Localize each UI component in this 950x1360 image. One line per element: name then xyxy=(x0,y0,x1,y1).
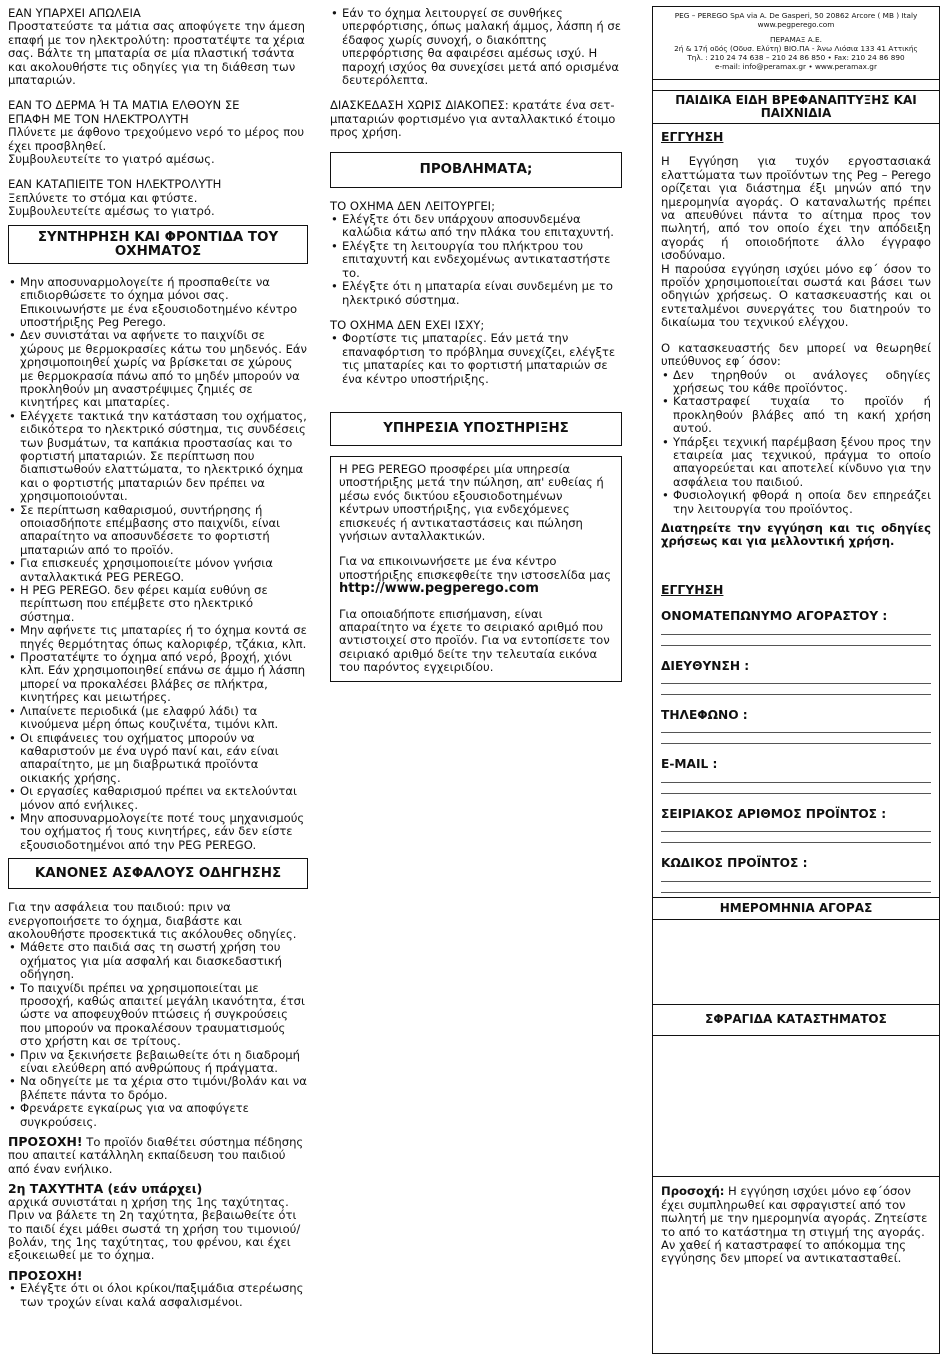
attention-label: ΠΡΟΣΟΧΗ! xyxy=(8,1134,83,1150)
support-paragraph-1: Η PEG PEREGO προσφέρει μία υπηρεσία υποστήριξης μετά την πώληση, απ' ευθείας ή μέσω ενός δικτύου εξουσιοδοτημένων κέντρων υποστήριξης, για ενδεχόμενες επισκευές ή αντικαταστάσεις και πώληση γνήσιων ανταλλακτικών. xyxy=(339,461,604,543)
note-section xyxy=(653,1176,939,1265)
note-paragraph xyxy=(661,1185,931,1265)
product-code-label: ΚΩΔΙΚΟΣ ΠΡΟΪΝΤΟΣ : xyxy=(661,856,808,871)
not-liable-list xyxy=(661,369,931,516)
phone-field[interactable] xyxy=(661,722,931,733)
safety-heading: ΚΑΝΟΝΕΣ ΑΣΦΑΛΟΥΣ ΟΔΗΓΗΣΗΣ xyxy=(8,858,308,889)
company-header xyxy=(653,7,939,80)
warranty-body xyxy=(653,124,939,893)
list-item: • Ελέγξτε ότι η μπαταρία είναι συνδεμένη με το ηλεκτρικό σύστημα. xyxy=(330,280,622,307)
support-heading: ΥΠΗΡΕΣΙΑ ΥΠΟΣΤΗΡΙΞΗΣ xyxy=(330,412,622,446)
purchase-date-box[interactable] xyxy=(653,919,939,1004)
warranty-card xyxy=(652,6,940,1354)
serial-number-field[interactable] xyxy=(661,821,931,832)
safety-intro: Για την ασφάλεια του παιδιού: πριν να ενεργοποιήσετε το όχημα, διαβάστε και ακολουθήστε προσεκτικά τις ακόλουθες οδηγίες. xyxy=(8,900,297,941)
skin-text-2: Συμβουλευτείτε το γιατρό αμέσως. xyxy=(8,152,215,167)
store-stamp-label: ΣΦΡΑΓΙΔΑ ΚΑΤΑΣΤΗΜΑΤΟΣ xyxy=(653,1004,939,1035)
swallow-title: ΕΑΝ ΚΑΤΑΠΙΕΙΤΕ ΤΟΝ ΗΛΕΚΤΡΟΛΥΤΗ xyxy=(8,177,222,192)
list-item: • Υπάρξει τεχνική παρέμβαση ξένου προς την εταιρεία μας τεχνικού, πράγμα το οποίο απαγορεύεται και αποτελεί κίνδυνο για την ασφάλεια του παιδιού. xyxy=(661,436,931,490)
address-field-2[interactable] xyxy=(661,684,931,695)
warranty-paragraph-1: Η Εγγύηση για τυχόν εργοστασιακά ελαττώματα των προϊόντων της Peg – Perego ορίζεται για διάστημα έξι μηνών από την ημερομηνία αγοράς. Ο καταναλωτής πρέπει να απευθύνει πάντα το αίτημα προς τον πωλητή, από τον οποίο έχει την απόδειξη αγοράς ή οποιοδήποτε άλλο έγγραφο ισοδύναμο. xyxy=(661,154,931,263)
form-heading: ΕΓΓΥΗΣΗ xyxy=(661,581,724,597)
not-liable-text: Ο κατασκευαστής δεν μπορεί να θεωρηθεί υπεύθυνος εφ΄ όσον: xyxy=(661,340,931,369)
support-paragraph-2: Για να επικοινωνήσετε με ένα κέντρο υποστήριξης επισκεφθείτε την ιστοσελίδα μας xyxy=(339,554,612,582)
note-label: Προσοχή: xyxy=(661,1184,725,1199)
problems-heading: ΠΡΟΒΛΗΜΑΤΑ; xyxy=(330,152,622,188)
list-item: • Λιπαίνετε περιοδικά (με ελαφρύ λάδι) τα κινούμενα μέρη όπως κουζινέτα, τιμόνι κλπ. xyxy=(8,705,308,732)
header-line-4: 2ή & 17ή οδός (Οδυσ. Ελύτη) ΒΙΟ.ΠΑ - Άνω Λιόσια 133 41 Αττικής xyxy=(674,44,918,53)
list-item: • Ελέγξτε τη λειτουργία του πλήκτρου του επιταχυντή και ενδεχομένως αντικαταστήστε το. xyxy=(330,240,622,280)
list-item: • Μην αποσυναρμολογείτε ποτέ τους μηχανισμούς του οχήματος ή τους κινητήρες, εάν δεν είστε εξουσιοδοτημένοι από την PEG PEREGO. xyxy=(8,812,308,852)
header-line-1: PEG – PEREGO SpA via A. De Gasperi, 50 20862 Arcore ( MB ) Italy xyxy=(674,11,918,20)
address-field[interactable] xyxy=(661,673,931,684)
serial-number-label: ΣΕΙΡΙΑΚΟΣ ΑΡΙΘΜΟΣ ΠΡΟΪΝΤΟΣ : xyxy=(661,806,887,821)
phone-label: ΤΗΛΕΦΩΝΟ : xyxy=(661,708,748,722)
list-item: • Δεν τηρηθούν οι ανάλογες οδηγίες χρήσεως του κάθε προϊόντος. xyxy=(661,369,931,396)
list-item: • Πριν να ξεκινήσετε βεβαιωθείτε ότι η διαδρομή είναι ελεύθερη από ανθρώπους ή πράγματα. xyxy=(8,1049,308,1076)
no-power-title: ΤΟ ΟΧΗΜΑ ΔΕΝ ΕΧΕΙ ΙΣΧΥ; xyxy=(330,317,485,332)
list-item: • Δεν συνιστάται να αφήνετε το παιχνίδι σε χώρους με θερμοκρασίες κάτω του μηδενός. Εάν χρησιμοποιηθεί χωρίς να βρίσκεται σε χώρους με θερμοκρασία πάνω από το μηδέν μπορούν να προκληθούν μη αναστρέψιμες ζημιές σε κινητήρες και μπαταρίες. xyxy=(8,329,308,409)
maintenance-heading: ΣΥΝΤΗΡΗΣΗ ΚΑΙ ΦΡΟΝΤΙΔΑ ΤΟΥ ΟΧΗΜΑΤΟΣ xyxy=(8,225,308,264)
list-item: • Σε περίπτωση καθαρισμού, συντήρησης ή οποιασδήποτε επέμβασης στο παιχνίδι, είναι απαραίτητο να αποσυνδέσετε το φορτιστή μπαταριών από το προϊόν. xyxy=(8,504,308,558)
attention-list xyxy=(8,1282,308,1309)
overload-list xyxy=(330,7,622,87)
column-left xyxy=(8,0,308,1309)
fun-text: ΔΙΑΣΚΕΔΑΣΗ ΧΩΡΙΣ ΔΙΑΚΟΠΕΣ: κρατάτε ένα σετ-μπαταριών φορτισμένο για ανταλλακτικό έτοιμο προς χρήση. xyxy=(330,98,616,140)
warranty-paragraph-2: Η παρούσα εγγύηση ισχύει μόνο εφ΄ όσον το προϊόν χρησιμοποιείται σωστά και βάσει των οδηγιών χρήσεως. Ο κατασκευαστής και οι εντεταλμένοι συνεργάτες του διατηρούν το δικαίωμα του τεχνικού ελέγχου. xyxy=(661,261,931,330)
purchase-date-label: ΗΜΕΡΟΜΗΝΙΑ ΑΓΟΡΑΣ xyxy=(653,897,939,919)
serial-number-field-2[interactable] xyxy=(661,832,931,843)
swallow-text-2: Συμβουλευτείτε αμέσως το γιατρό. xyxy=(8,204,215,219)
buyer-name-field-2[interactable] xyxy=(661,635,931,646)
list-item: • Να οδηγείτε με τα χέρια στο τιμόνι/βολάν και να βλέπετε πάντα το δρόμο. xyxy=(8,1075,308,1102)
product-code-field[interactable] xyxy=(661,871,931,882)
support-paragraph-3: Για οποιαδήποτε επισήμανση, είναι απαραίτητο να έχετε το σειριακό αριθμό που αντιστοιχεί στο προϊόν. Για να εντοπίσετε τον σειριακό αριθμό δείτε την τελευταία εικόνα του παρόντος εγχειριδίου. xyxy=(339,606,610,675)
list-item: • Μην αφήνετε τις μπαταρίες ή το όχημα κοντά σε πηγές θερμότητας όπως καλοριφέρ, τζάκια, κλπ. xyxy=(8,624,308,651)
list-item: • Φρενάρετε εγκαίρως για να αποφύγετε συγκρούσεις. xyxy=(8,1102,308,1129)
address-label: ΔΙΕΥΘΥΝΣΗ : xyxy=(661,658,750,673)
list-item: • Μην αποσυναρμολογείτε ή προσπαθείτε να επιδιορθώσετε το όχημα μόνοι σας. Επικοινωνήστε με ένα εξουσιοδοτημένο κέντρο υποστήριξης Peg Perego. xyxy=(8,276,308,330)
email-field[interactable] xyxy=(661,772,931,783)
safety-list xyxy=(8,941,308,1129)
skin-title-2: ΕΠΑΦΗ ΜΕ ΤΟΝ ΗΛΕΚΤΡΟΛΥΤΗ xyxy=(8,111,189,126)
email-field-2[interactable] xyxy=(661,783,931,794)
speed-title: 2η ΤΑΧΥΤΗΤΑ (εάν υπάρχει) xyxy=(8,1181,203,1197)
list-item: • Ελέγξτε ότι δεν υπάρχουν αποσυνδεμένα καλώδια κάτω από την πλάκα του επιταχυντή. xyxy=(330,213,622,240)
phone-field-2[interactable] xyxy=(661,733,931,744)
header-line-5: Τηλ. : 210 24 74 638 – 210 24 86 850 • Fax: 210 24 86 890 xyxy=(687,53,905,62)
header-line-2: www.pegperego.com xyxy=(757,20,835,29)
not-working-list xyxy=(330,213,622,307)
list-item: • Καταστραφεί τυχαία το προϊόν ή προκληθούν βλάβες από τη κακή χρήση αυτού. xyxy=(661,395,931,435)
header-line-3: ΠΕΡΑΜΑΞ Α.Ε. xyxy=(770,35,822,44)
list-item: • Ελέγχετε τακτικά την κατάσταση του οχήματος, ειδικότερα το ηλεκτρικό σύστημα, τις συνδέσεις των βυσμάτων, τα καπάκια προστασίας και το φορτιστή μπαταριών. Σε περίπτωση που διαπιστωθούν ελαττώματα, το ηλεκτρικό όχημα και ο φορτιστής μπαταριών δεν πρέπει να χρησιμοποιούνται. xyxy=(8,410,308,504)
skin-text: Πλύνετε με άφθονο τρεχούμενο νερό το μέρος που έχει προσβληθεί. xyxy=(8,125,305,153)
support-url-link[interactable]: http://www.pegperego.com xyxy=(339,581,539,597)
maintenance-list xyxy=(8,276,308,852)
not-working-title: ΤΟ ΟΧΗΜΑ ΔΕΝ ΛΕΙΤΟΥΡΓΕΙ; xyxy=(330,198,495,213)
list-item: • Η PEG PEREGO. δεν φέρει καμία ευθύνη σε περίπτωση που επέμβετε στο ηλεκτρικό σύστημα. xyxy=(8,584,308,624)
buyer-name-field[interactable] xyxy=(661,624,931,635)
header-line-6: e-mail: info@peramax.gr • www.peramax.gr xyxy=(715,62,877,71)
attention-text: Το προϊόν διαθέτει σύστημα πέδησης που απαιτεί κατάλληλη εκπαίδευση του παιδιού από έναν ενήλικο. xyxy=(8,1135,304,1176)
skin-title-1: ΕΑΝ ΤΟ ΔΕΡΜΑ Ή ΤΑ ΜΑΤΙΑ ΕΛΘΟΥΝ ΣΕ xyxy=(8,98,240,113)
attention-label-2: ΠΡΟΣΟΧΗ! xyxy=(8,1267,83,1283)
speed-text: αρχικά συνιστάται η χρήση της 1ης ταχύτητας. Πριν να βάλετε τη 2η ταχύτητα, βεβαιωθείτε ότι το παιδί έχει μάθει σωστά τη χρήση του τιμονιού/βολάν, της 1ης ταχύτητας, του φρένου, και έχει εξοικειωθεί με το όχημα. xyxy=(8,1194,301,1263)
list-item: • Μάθετε στο παιδιά σας τη σωστή χρήση του οχήματος για μία ασφαλή και διασκεδαστική οδήγηση. xyxy=(8,941,308,981)
support-box xyxy=(330,456,622,682)
list-item: • Εάν το όχημα λειτουργεί σε συνθήκες υπερφόρτισης, όπως μαλακή άμμος, λάσπη ή σε έδαφος χωρίς συνοχή, ο διακόπτης υπερφόρτισης θα αφαιρέσει αμέσως ισχύ. Η παροχή ισχύος θα συνεχίσει μετά από ορισμένα δευτερόλεπτα. xyxy=(330,7,622,87)
list-item: • Για επισκευές χρησιμοποιείτε μόνον γνήσια ανταλλακτικά PEG PEREGO. xyxy=(8,557,308,584)
store-stamp-box[interactable] xyxy=(653,1035,939,1176)
list-item: • Φορτίστε τις μπαταρίες. Εάν μετά την επαναφόρτιση το πρόβλημα συνεχίζει, ελέγξτε τις μπαταρίες και το φορτιστή μπαταριών σε ένα κέντρο υποστήριξης. xyxy=(330,332,622,386)
email-label: E-MAIL : xyxy=(661,757,718,772)
buyer-name-label: ΟΝΟΜΑΤΕΠΩΝΥΜΟ ΑΓΟΡΑΣΤΟΥ : xyxy=(661,609,888,624)
swallow-text-1: Ξεπλύνετε το στόμα και φτύστε. xyxy=(8,190,198,205)
column-middle xyxy=(330,0,622,682)
loss-text: Προστατεύστε τα μάτια σας αποφύγετε την άμεση επαφή με τον ηλεκτρολύτη: προστατέψτε τα χέρια σας. Βάλτε τη μπαταρία σε μία πλαστική τσάντα και ακολουθήστε τις οδηγίες για τη διάθεση των μπαταριών. xyxy=(8,19,306,88)
no-power-list xyxy=(330,332,622,386)
list-item: • Οι επιφάνειες του οχήματος μπορούν να καθαριστούν με ένα υγρό πανί και, εάν είναι απαραίτητο, με μη διαβρωτικά προϊόντα οικιακής χρήσης. xyxy=(8,732,308,786)
card-title: ΠΑΙΔΙΚΑ ΕΙΔΗ ΒΡΕΦΑΝΑΠΤΥΞΗΣ ΚΑΙ ΠΑΙΧΝΙΔΙΑ xyxy=(653,90,939,124)
warranty-heading: ΕΓΓΥΗΣΗ xyxy=(661,129,724,144)
list-item: • Φυσιολογική φθορά η οποία δεν επηρεάζει την λειτουργία του προϊόντος. xyxy=(661,489,931,516)
loss-title: ΕΑΝ ΥΠΑΡΧΕΙ ΑΠΩΛΕΙΑ xyxy=(8,6,141,20)
note-text: Η εγγύηση ισχύει μόνο εφ΄όσον έχει συμπληρωθεί και σφραγιστεί από τον πωλητή με την ημερομηνία αγοράς. Ζητείστε το από το κατάστημα τη στιγμή της αγοράς. Αν χαθεί ή καταστραφεί το απόκομμα της εγγύησης δεν μπορεί να αντικατασταθεί. xyxy=(661,1184,928,1266)
attention-paragraph xyxy=(8,1135,308,1176)
column-right xyxy=(652,0,940,1354)
list-item: • Το παιχνίδι πρέπει να χρησιμοποιείται με προσοχή, καθώς απαιτεί μεγάλη ικανότητα, έτσι ώστε να αποφευχθούν πτώσεις ή συγκρούσεις που μπορούν να προκαλέσουν τραυματισμούς στο χρήστη και σε τρίτους. xyxy=(8,982,308,1049)
product-code-field-2[interactable] xyxy=(661,882,931,893)
keep-warranty-text: Διατηρείτε την εγγύηση και τις οδηγίες χρήσεως και για μελλοντική χρήση. xyxy=(661,520,931,549)
list-item: • Προστατέψτε το όχημα από νερό, βροχή, χιόνι κλπ. Εάν χρησιμοποιηθεί επάνω σε άμμο ή λάσπη μπορεί να προκαλέσει βλάβες σε πλήκτρα, κινητήρες και μειωτήρες. xyxy=(8,651,308,705)
list-item: • Ελέγξτε ότι οι όλοι κρίκοι/παξιμάδια στερέωσης των τροχών είναι καλά ασφαλισμένοι. xyxy=(8,1282,308,1309)
list-item: • Οι εργασίες καθαρισμού πρέπει να εκτελούνται μόνον από ενήλικες. xyxy=(8,785,308,812)
